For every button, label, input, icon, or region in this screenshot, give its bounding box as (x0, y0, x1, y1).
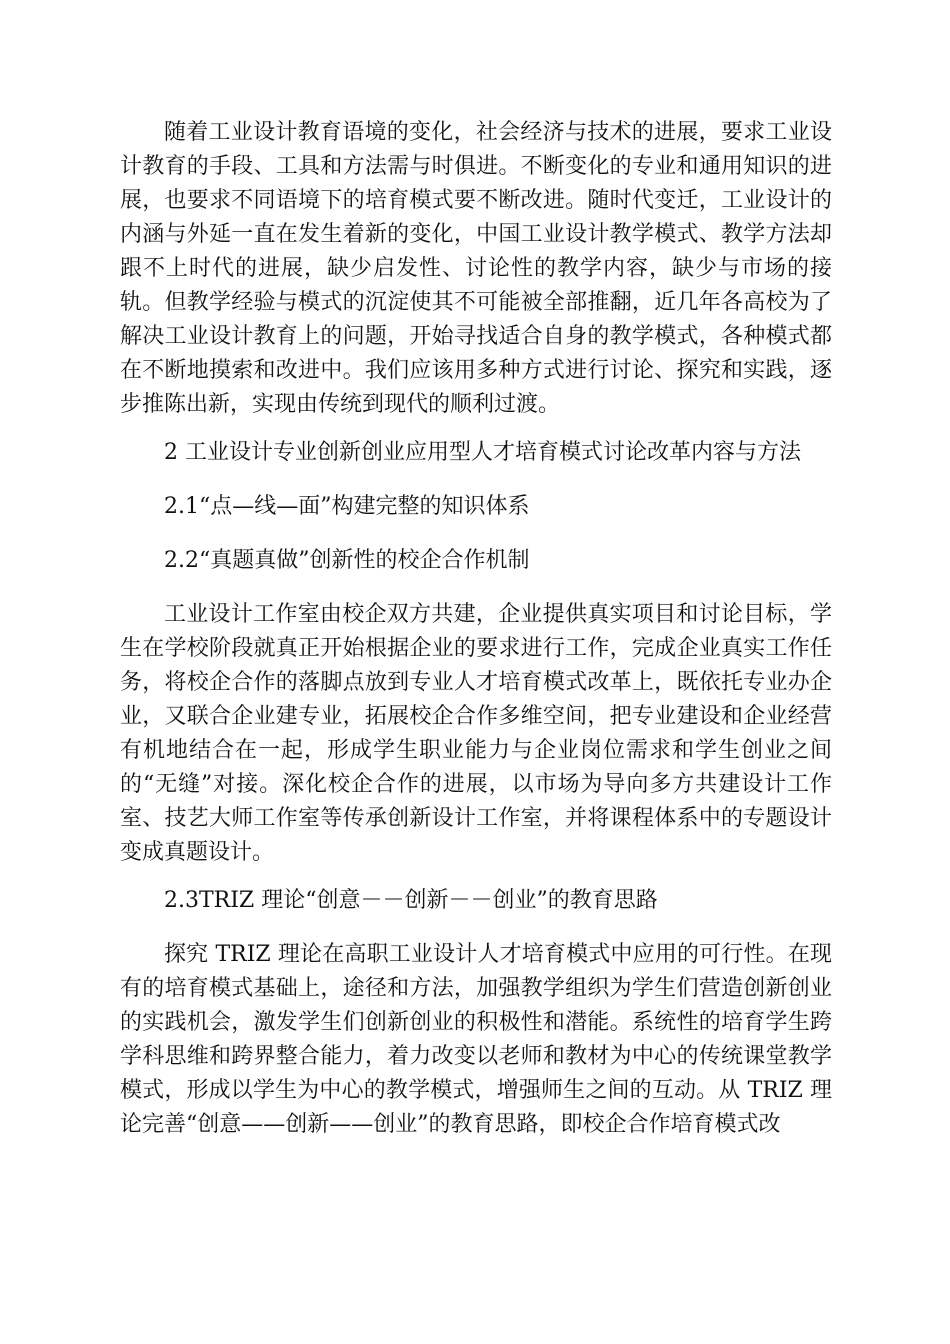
section-heading-2: 2 工业设计专业创新创业应用型人才培育模式讨论改革内容与方法 (164, 440, 801, 465)
paragraph-triz: 探究 TRIZ 理论在高职工业设计人才培育模式中应用的可行性。在现有的培育模式基础上，途径和方法，加强教学组织为学生们营造创新创业的实践机会，激发学生们创新创业的积极性和潜能。系统性的培育学生跨学科思维和跨界整合能力，着力改变以老师和教材为中心的传统课堂教学模式，形成以学生为中心的教学模式，增强师生之间的互动。从 TRIZ 理论完善“创意——创新——创业”的教育思路，即校企合作培育模式改 (120, 942, 832, 1137)
section-heading-2-2: 2.2“真题真做”创新性的校企合作机制 (164, 548, 530, 573)
document-page (120, 116, 832, 1156)
paragraph-studio: 工业设计工作室由校企双方共建，企业提供真实项目和讨论目标，学生在学校阶段就真正开始根据企业的要求进行工作，完成企业真实工作任务，将校企合作的落脚点放到专业人才培育模式改革上，既依托专业办企业，又联合企业建专业，拓展校企合作多维空间，把专业建设和企业经营有机地结合在一起，形成学生职业能力与企业岗位需求和学生创业之间的“无缝”对接。深化校企合作的进展，以市场为导向多方共建设计工作室、技艺大师工作室等传承创新设计工作室，并将课程体系中的专题设计变成真题设计。 (120, 602, 832, 865)
paragraph-context: 随着工业设计教育语境的变化，社会经济与技术的进展，要求工业设计教育的手段、工具和方法需与时俱进。不断变化的专业和通用知识的进展，也要求不同语境下的培育模式要不断改进。随时代变迁，工业设计的内涵与外延一直在发生着新的变化，中国工业设计教学模式、教学方法却跟不上时代的进展，缺少启发性、讨论性的教学内容，缺少与市场的接轨。但教学经验与模式的沉淀使其不可能被全部推翻，近几年各高校为了解决工业设计教育上的问题，开始寻找适合自身的教学模式，各种模式都在不断地摸索和改进中。我们应该用多种方式进行讨论、探究和实践，逐步推陈出新，实现由传统到现代的顺利过渡。 (120, 120, 832, 417)
section-heading-2-3: 2.3TRIZ 理论“创意－－创新－－创业”的教育思路 (164, 888, 658, 913)
section-heading-2-1: 2.1“点—线—面”构建完整的知识体系 (164, 494, 530, 519)
